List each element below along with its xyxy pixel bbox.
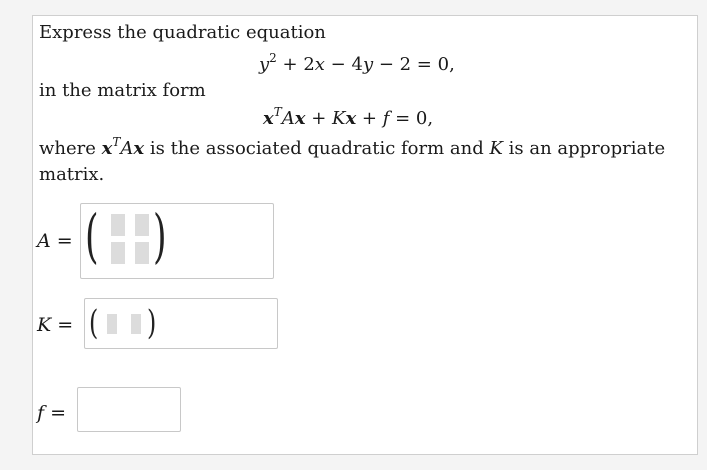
answer-A-input[interactable] [80,203,274,279]
where-w2: is the associated quadratic form and [144,138,490,159]
where-x2: x [133,138,145,159]
eq1-part-b: − 4 [324,54,363,75]
where-K: K [489,138,503,159]
where-exp: T [112,135,121,149]
answer-f-input[interactable] [77,387,181,432]
answer-A-symbol: A [37,230,51,252]
answer-K-cell-1[interactable] [107,314,117,334]
where-w1: where [39,138,102,159]
answer-A-right-paren: ) [153,202,167,270]
eq2-exp: T [273,105,282,119]
where-w3: is an appropriate [502,138,666,159]
where-text-line2: matrix. [39,164,105,185]
matrix-form-text: in the matrix form [39,80,206,101]
eq2-plus2: + [356,108,383,129]
answer-K-right-paren: ) [147,303,157,343]
answer-f-symbol: f [37,402,45,424]
eq2-f: f [382,108,390,129]
intro-text: Express the quadratic equation [39,22,326,43]
answer-A-cell-11[interactable] [111,214,125,236]
answer-K-symbol: K [37,314,52,336]
equation-matrix-form [263,105,434,130]
answer-K-cell-2[interactable] [131,314,141,334]
eq1-y: y [259,54,270,75]
answer-A-cell-22[interactable] [135,242,149,264]
answer-A-cell-21[interactable] [111,242,125,264]
eq1-part-a: + 2 [276,54,315,75]
eq2-x: x [263,108,274,129]
where-text [39,135,666,160]
answer-K-input[interactable] [84,298,278,349]
answer-K-left-paren: ( [89,303,99,343]
eq1-x: x [314,54,325,75]
answer-A-label [37,230,73,252]
eq1-exp: 2 [269,51,277,65]
eq2-K: K [332,108,346,129]
eq2-A: A [281,108,295,129]
equation-quadratic [259,51,455,76]
answer-K-equals: = [51,314,74,336]
answer-A-cell-12[interactable] [135,214,149,236]
eq1-y2: y [362,54,374,75]
answer-K-label [37,314,73,336]
answer-A-equals: = [50,230,73,252]
eq2-tail: = 0, [389,108,434,129]
where-x: x [101,138,113,159]
where-A: A [120,138,134,159]
eq2-plus1: + [305,108,333,129]
eq2-x2: x [294,108,306,129]
answer-f-label [37,402,66,424]
eq2-x3: x [345,108,357,129]
eq1-part-c: − 2 = 0, [373,54,455,75]
problem-card [32,15,698,455]
answer-f-equals: = [44,402,67,424]
answer-A-left-paren: ( [85,202,99,270]
